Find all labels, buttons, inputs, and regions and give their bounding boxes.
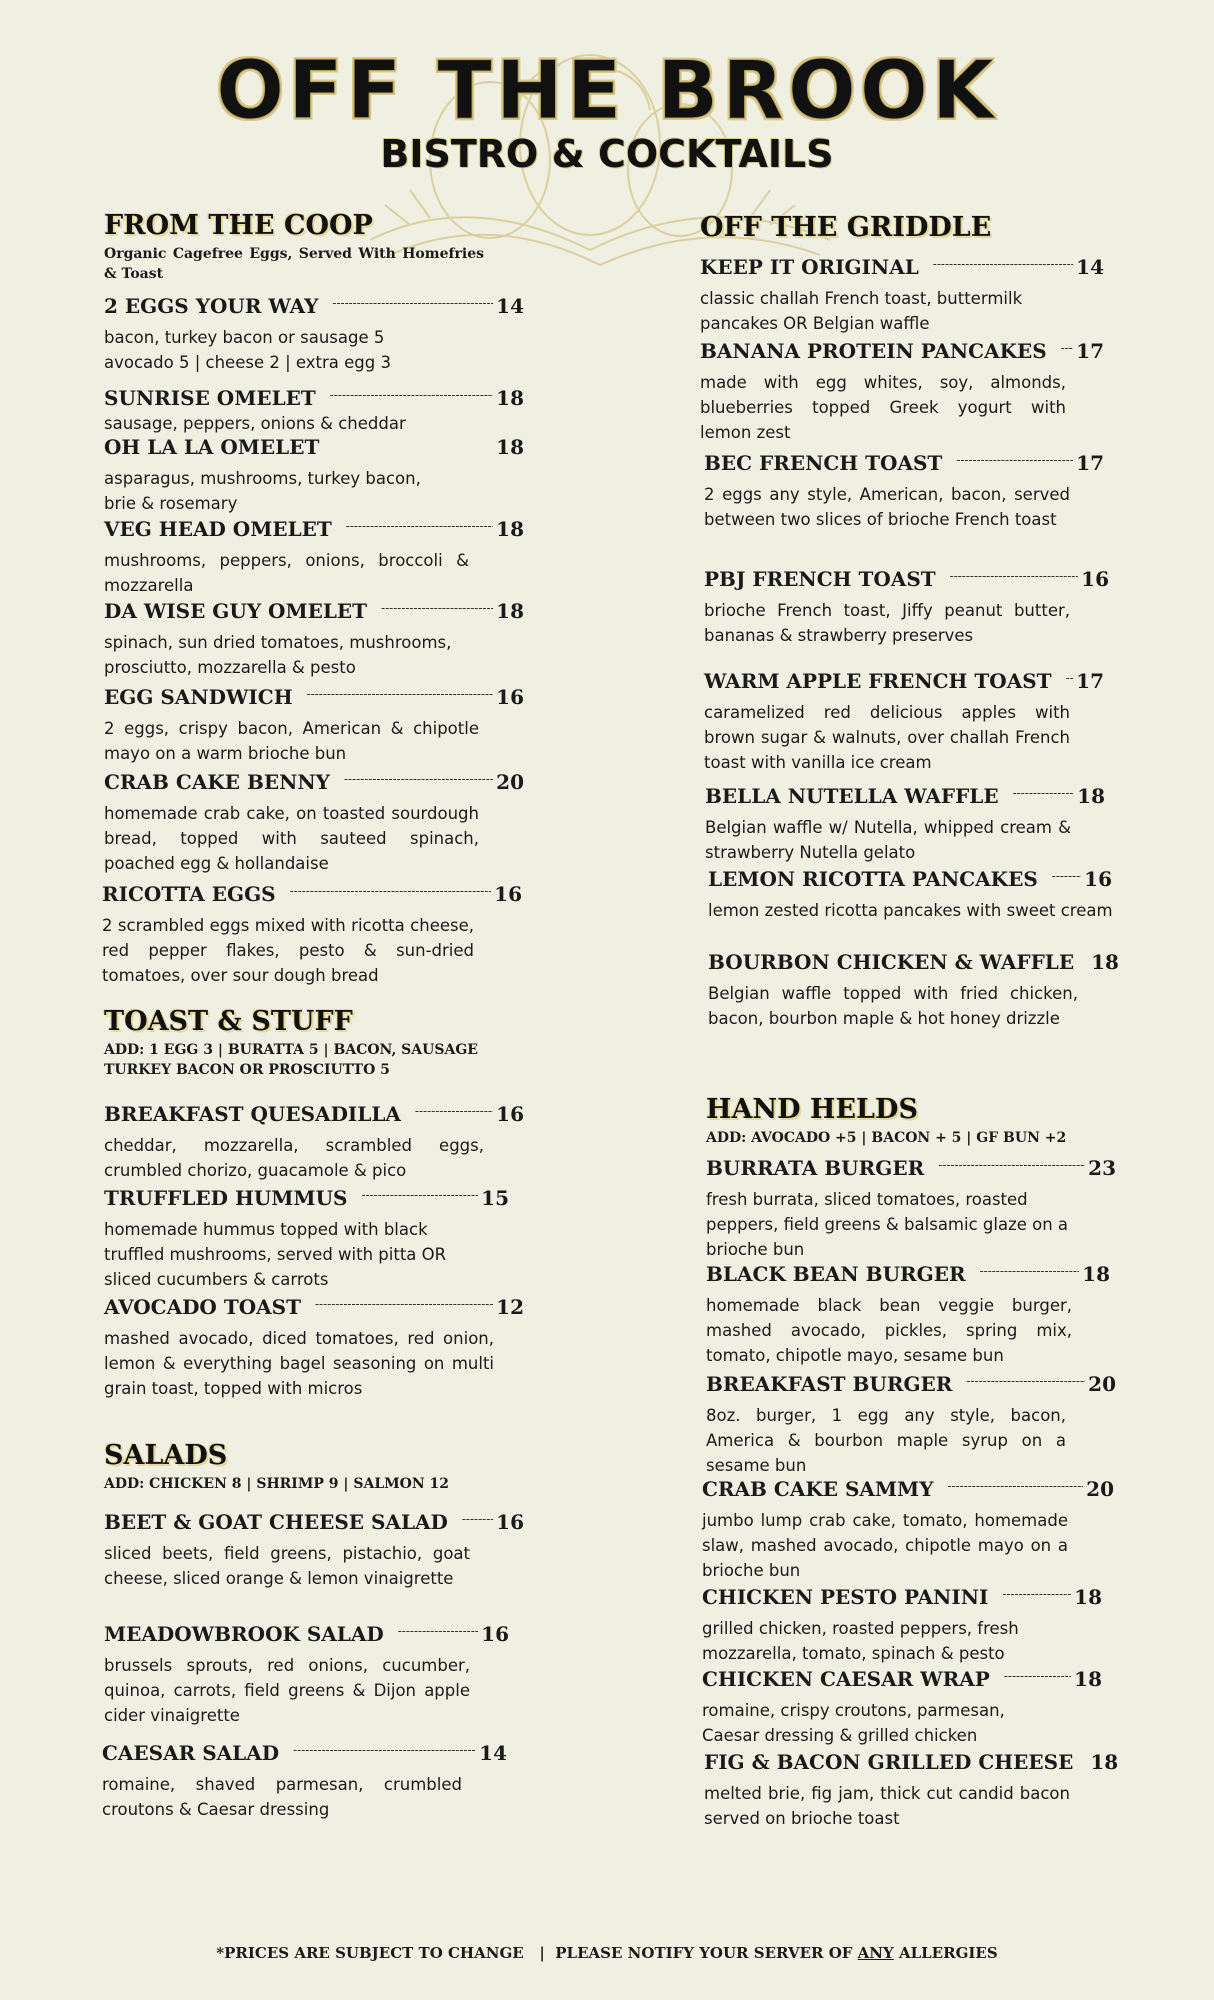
item-name: CHICKEN PESTO PANINI <box>702 1585 989 1609</box>
footer-notice <box>0 1944 1214 1962</box>
menu-item <box>104 768 524 876</box>
menu-item <box>104 384 524 436</box>
menu-item <box>104 1508 524 1591</box>
item-name: EGG SANDWICH <box>104 685 293 709</box>
item-name: BANANA PROTEIN PANCAKES <box>700 339 1047 363</box>
section-title: HAND HELDS <box>706 1094 918 1125</box>
item-price: 12 <box>496 1295 524 1319</box>
item-price: 14 <box>1076 255 1104 279</box>
item-name: TRUFFLED HUMMUS <box>104 1186 348 1210</box>
item-price: 20 <box>496 770 524 794</box>
leader-dots <box>1004 1662 1071 1690</box>
leader-dots <box>1002 1580 1071 1608</box>
item-name: CAESAR SALAD <box>102 1741 280 1765</box>
item-description: romaine, crispy croutons, parmesan, Caesar dressing & grilled chicken <box>702 1701 1005 1745</box>
item-description: 2 eggs any style, American, bacon, served between two slices of brioche French toast <box>704 485 1070 529</box>
section-from-the-coop <box>104 210 524 284</box>
menu-item <box>706 1260 1110 1368</box>
item-description: 8oz. burger, 1 egg any style, bacon, America & bourbon maple syrup on a sesame bun <box>706 1406 1066 1475</box>
item-price: 15 <box>481 1186 509 1210</box>
menu-item <box>708 948 1119 1031</box>
section-note: ADD: 1 EGG 3 | BURATTA 5 | BACON, SAUSAGE TURKEY BACON OR PROSCIUTTO 5 <box>104 1042 478 1078</box>
item-name: RICOTTA EGGS <box>102 882 276 906</box>
item-name: 2 EGGS YOUR WAY <box>104 294 319 318</box>
item-price: 18 <box>496 386 524 410</box>
item-description: brioche French toast, Jiffy peanut butter, bananas & strawberry preserves <box>704 601 1070 645</box>
item-price: 16 <box>496 685 524 709</box>
section-note: ADD: CHICKEN 8 | SHRIMP 9 | SALMON 12 <box>104 1476 450 1492</box>
item-description: mashed avocado, diced tomatoes, red onion, lemon & everything bagel seasoning on multi grain toast, topped with micros <box>104 1329 494 1398</box>
item-name: BELLA NUTELLA WAFFLE <box>705 784 999 808</box>
menu-item <box>708 865 1112 923</box>
item-description: cheddar, mozzarella, scrambled eggs, crumbled chorizo, guacamole & pico <box>104 1136 484 1180</box>
leader-dots <box>966 1367 1085 1395</box>
item-description: Belgian waffle w/ Nutella, whipped cream & strawberry Nutella gelato <box>705 818 1071 862</box>
leader-dots <box>1013 779 1075 807</box>
leader-dots <box>947 1472 1083 1500</box>
section-title: OFF THE GRIDDLE <box>700 212 992 243</box>
leader-dots <box>330 381 493 409</box>
section-note: Organic Cagefree Eggs, Served With Homefries & Toast <box>104 246 484 282</box>
item-price: 18 <box>496 599 524 623</box>
item-description: melted brie, fig jam, thick cut candid bacon served on brioche toast <box>704 1784 1070 1828</box>
item-name: OH LA LA OMELET <box>104 435 320 459</box>
item-description: sausage, peppers, onions & cheddar <box>104 414 406 433</box>
section-title: TOAST & STUFF <box>104 1006 353 1037</box>
item-name: WARM APPLE FRENCH TOAST <box>704 669 1052 693</box>
section-hand-helds <box>706 1094 1126 1148</box>
leader-dots <box>1052 862 1081 890</box>
leader-dots <box>980 1257 1080 1285</box>
item-name: BURRATA BURGER <box>706 1156 925 1180</box>
item-price: 14 <box>496 294 524 318</box>
menu-item <box>104 292 524 375</box>
menu-item <box>102 1739 507 1822</box>
allergy-notice-pre: PLEASE NOTIFY YOUR SERVER OF <box>555 1944 853 1962</box>
item-name: PBJ FRENCH TOAST <box>704 567 936 591</box>
item-description: made with egg whites, soy, almonds, blueberries topped Greek yogurt with lemon zest <box>700 373 1066 442</box>
menu-item <box>700 337 1104 445</box>
item-price: 16 <box>481 1622 509 1646</box>
item-description: homemade hummus topped with black truffled mushrooms, served with pitta OR sliced cucumbers & carrots <box>104 1220 447 1289</box>
menu-item <box>104 1100 524 1183</box>
item-description: bacon, turkey bacon or sausage 5 avocado 5 | cheese 2 | extra egg 3 <box>104 328 391 372</box>
leader-dots <box>346 512 493 540</box>
menu-item <box>102 880 522 988</box>
item-price: 18 <box>1074 1667 1102 1691</box>
item-price: 20 <box>1088 1372 1116 1396</box>
leader-dots <box>315 1290 493 1318</box>
item-description: brussels sprouts, red onions, cucumber, quinoa, carrots, field greens & Dijon apple cider vinaigrette <box>104 1656 470 1725</box>
menu-item <box>700 253 1104 336</box>
item-name: LEMON RICOTTA PANCAKES <box>708 867 1038 891</box>
menu-item <box>706 1154 1116 1262</box>
section-salads <box>104 1440 524 1494</box>
menu-item <box>104 597 524 680</box>
item-price: 17 <box>1076 339 1104 363</box>
leader-dots <box>938 1151 1085 1179</box>
item-name: BOURBON CHICKEN & WAFFLE <box>708 950 1075 974</box>
section-toast-and-stuff <box>104 1006 524 1080</box>
leader-dots <box>1066 664 1074 692</box>
item-price: 18 <box>496 517 524 541</box>
menu-item <box>104 1293 524 1401</box>
item-price: 23 <box>1088 1156 1116 1180</box>
item-price: 18 <box>1082 1262 1110 1286</box>
leader-dots <box>332 289 493 317</box>
menu-item <box>704 449 1104 532</box>
item-name: AVOCADO TOAST <box>104 1295 301 1319</box>
leader-dots <box>415 1097 493 1125</box>
leader-dots <box>290 877 492 905</box>
item-price: 18 <box>1074 1585 1102 1609</box>
item-price: 17 <box>1076 669 1104 693</box>
item-price: 20 <box>1086 1477 1114 1501</box>
item-description: jumbo lump crab cake, tomato, homemade slaw, mashed avocado, chipotle mayo on a brioche bun <box>702 1511 1068 1580</box>
section-title: FROM THE COOP <box>104 210 373 241</box>
item-price: 18 <box>1090 1750 1119 1774</box>
item-description: homemade crab cake, on toasted sourdough bread, topped with sauteed spinach, poached egg & hollandaise <box>104 804 479 873</box>
menu-item <box>104 1184 509 1292</box>
item-description: asparagus, mushrooms, turkey bacon, brie & rosemary <box>104 469 421 513</box>
item-name: CRAB CAKE SAMMY <box>702 1477 934 1501</box>
menu-item <box>104 515 524 598</box>
item-name: CRAB CAKE BENNY <box>104 770 330 794</box>
menu-item <box>702 1665 1102 1748</box>
menu-item <box>704 1748 1119 1831</box>
leader-dots <box>956 446 1073 474</box>
item-price: 18 <box>1091 950 1119 974</box>
restaurant-name: OFF THE BROOK <box>216 44 998 137</box>
item-description: caramelized red delicious apples with brown sugar & walnuts, over challah French toast with vanilla ice cream <box>704 703 1070 772</box>
item-description: mushrooms, peppers, onions, broccoli & mozzarella <box>104 551 469 595</box>
leader-dots <box>307 680 494 708</box>
leader-dots <box>361 1181 478 1209</box>
item-description: romaine, shaved parmesan, crumbled croutons & Caesar dressing <box>102 1775 462 1819</box>
item-description: 2 eggs, crispy bacon, American & chipotle mayo on a warm brioche bun <box>104 719 479 763</box>
item-price: 17 <box>1076 451 1104 475</box>
item-price: 16 <box>1084 867 1112 891</box>
menu-item <box>705 782 1105 865</box>
item-price: 18 <box>1077 784 1105 808</box>
leader-dots <box>950 562 1079 590</box>
leader-dots <box>398 1617 478 1645</box>
menu-item <box>104 683 524 766</box>
item-name: FIG & BACON GRILLED CHEESE <box>704 1750 1074 1774</box>
price-notice: *PRICES ARE SUBJECT TO CHANGE <box>216 1944 524 1962</box>
allergy-notice-post: ALLERGIES <box>898 1944 998 1962</box>
item-description: grilled chicken, roasted peppers, fresh mozzarella, tomato, spinach & pesto <box>702 1619 1019 1663</box>
item-name: CHICKEN CAESAR WRAP <box>702 1667 990 1691</box>
section-off-the-griddle <box>700 212 1120 244</box>
item-description: fresh burrata, sliced tomatoes, roasted peppers, field greens & balsamic glaze on a brioche bun <box>706 1190 1069 1259</box>
leader-dots <box>381 594 493 622</box>
menu-item <box>704 667 1104 775</box>
menu-item <box>702 1475 1114 1583</box>
leader-dots <box>293 1736 476 1764</box>
restaurant-subtitle: BISTRO & COCKTAILS <box>380 132 834 176</box>
item-name: BLACK BEAN BURGER <box>706 1262 966 1286</box>
item-description: lemon zested ricotta pancakes with sweet cream <box>708 901 1113 920</box>
item-price: 16 <box>1081 567 1109 591</box>
item-price: 16 <box>494 882 522 906</box>
item-price: 14 <box>479 1741 507 1765</box>
item-description: homemade black bean veggie burger, mashed avocado, pickles, spring mix, tomato, chipotle mayo, sesame bun <box>706 1296 1072 1365</box>
section-title: SALADS <box>104 1440 228 1471</box>
menu-item <box>104 433 524 516</box>
footer-separator: | <box>539 1944 545 1962</box>
menu-item <box>704 565 1109 648</box>
menu-item <box>702 1583 1102 1666</box>
item-price: 16 <box>496 1510 524 1534</box>
leader-dots <box>462 1505 493 1533</box>
item-description: sliced beets, field greens, pistachio, goat cheese, sliced orange & lemon vinaigrette <box>104 1544 470 1588</box>
leader-dots <box>933 250 1073 278</box>
item-name: BREAKFAST BURGER <box>706 1372 953 1396</box>
menu-item <box>104 1620 509 1728</box>
item-price: 18 <box>496 435 524 459</box>
item-name: SUNRISE OMELET <box>104 386 316 410</box>
item-description: spinach, sun dried tomatoes, mushrooms, prosciutto, mozzarella & pesto <box>104 633 452 677</box>
item-name: BREAKFAST QUESADILLA <box>104 1102 401 1126</box>
item-name: VEG HEAD OMELET <box>104 517 332 541</box>
item-description: Belgian waffle topped with fried chicken, bacon, bourbon maple & hot honey drizzle <box>708 984 1078 1028</box>
item-name: KEEP IT ORIGINAL <box>700 255 919 279</box>
item-name: DA WISE GUY OMELET <box>104 599 368 623</box>
item-name: BEET & GOAT CHEESE SALAD <box>104 1510 448 1534</box>
item-description: classic challah French toast, buttermilk pancakes OR Belgian waffle <box>700 289 1023 333</box>
item-price: 16 <box>496 1102 524 1126</box>
item-name: BEC FRENCH TOAST <box>704 451 943 475</box>
item-name: MEADOWBROOK SALAD <box>104 1622 384 1646</box>
item-description: 2 scrambled eggs mixed with ricotta cheese, red pepper flakes, pesto & sun-dried tomatoes, over sour dough bread <box>102 916 474 985</box>
allergy-emphasis: ANY <box>857 1944 894 1962</box>
leader-dots <box>1061 334 1073 362</box>
section-note: ADD: AVOCADO +5 | BACON + 5 | GF BUN +2 <box>706 1130 1067 1146</box>
menu-item <box>706 1370 1116 1478</box>
leader-dots <box>344 765 493 793</box>
